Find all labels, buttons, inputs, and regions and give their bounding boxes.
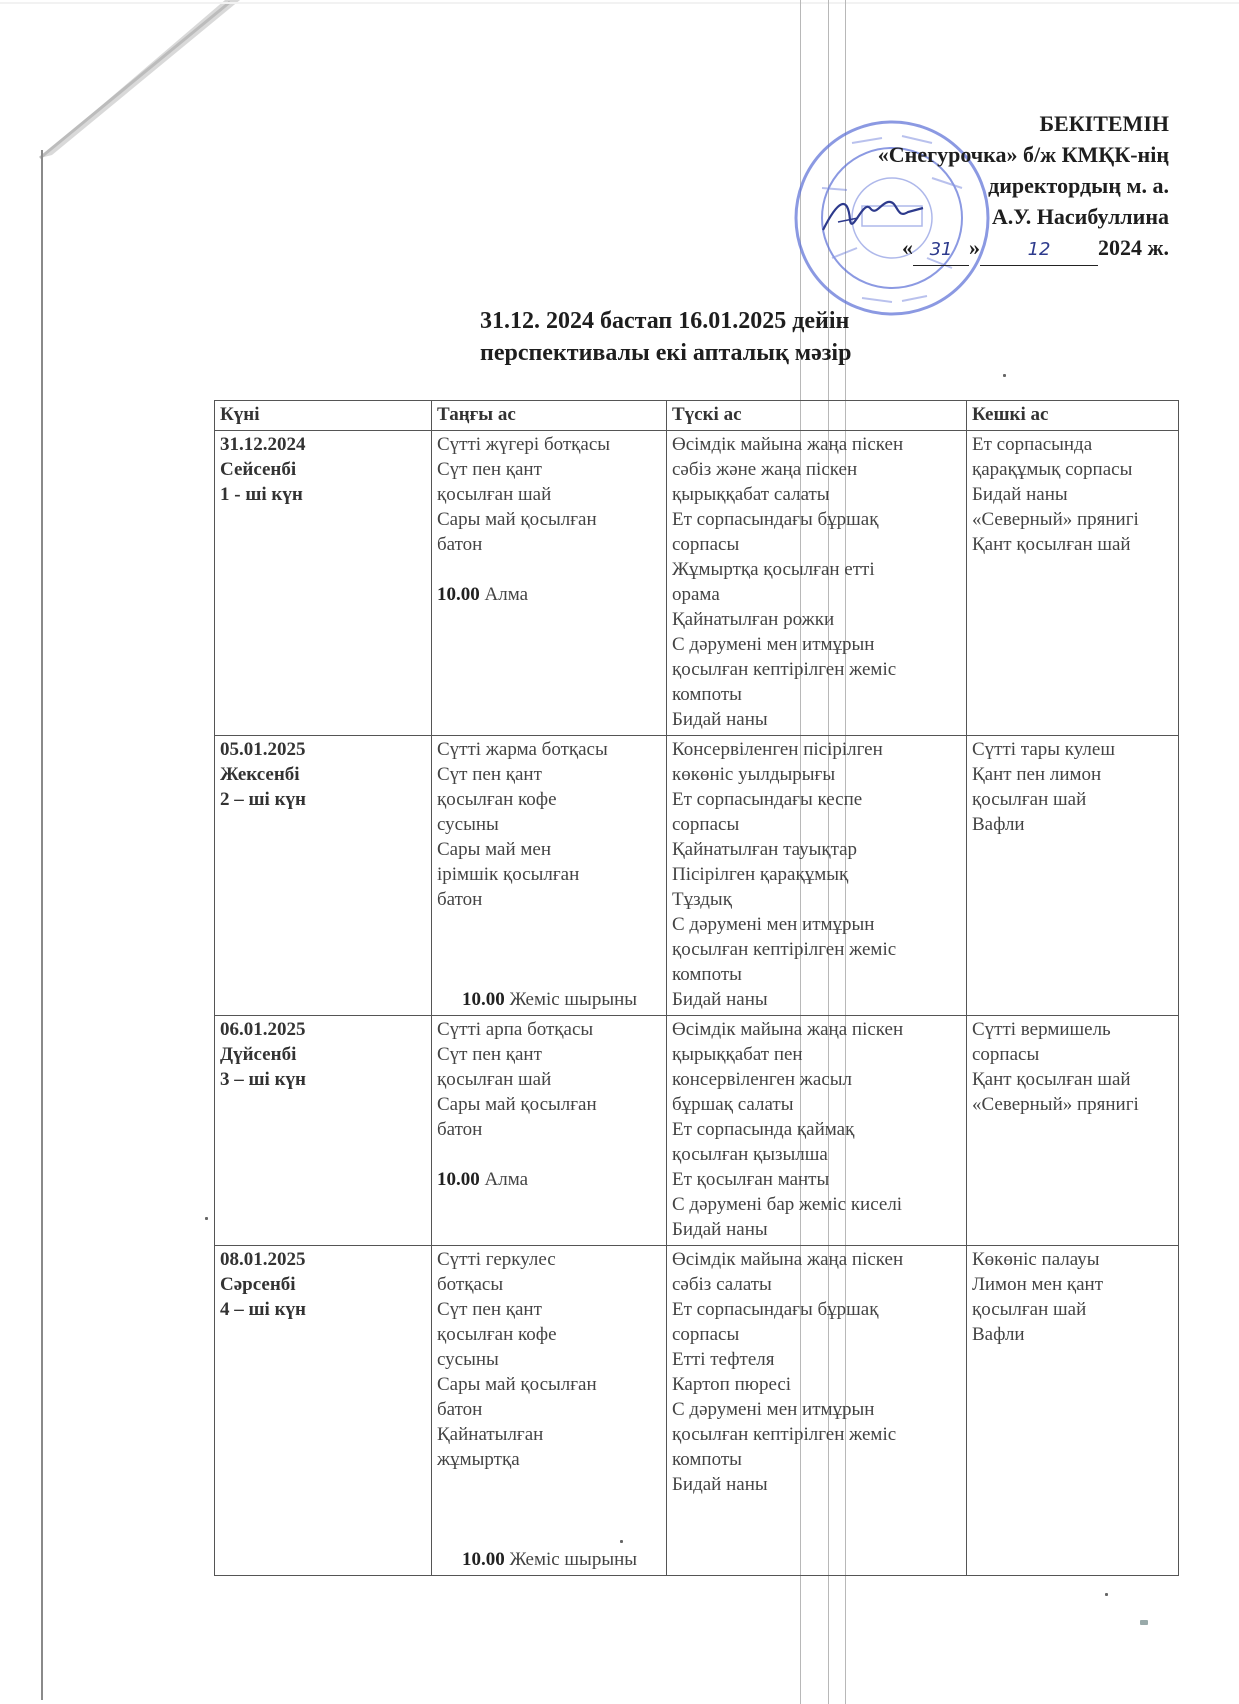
date-month: 12	[980, 234, 1098, 266]
breakfast-item: жұмыртқа	[437, 1449, 520, 1470]
snack-item: Алма	[484, 584, 529, 605]
day-daynum: 3 – ші күн	[220, 1069, 306, 1090]
breakfast-item: Сүтті арпа ботқасы	[437, 1019, 594, 1040]
lunch-item: Қайнатылған рожки	[672, 609, 835, 630]
lunch-item: С дәрумені мен итмұрын	[672, 1399, 875, 1420]
day-date: 06.01.2025	[220, 1019, 306, 1040]
lunch-item: компоты	[672, 964, 742, 985]
document-title	[480, 305, 851, 369]
breakfast-item: Сары май қосылған	[437, 1094, 597, 1115]
breakfast-cell	[432, 736, 667, 1016]
breakfast-item: Сүтті жарма ботқасы	[437, 739, 608, 760]
breakfast-item: сусыны	[437, 814, 499, 835]
breakfast-item: Сүт пен қант	[437, 459, 542, 480]
lunch-item: Етті тефтеля	[672, 1349, 775, 1370]
breakfast-item: қосылған шай	[437, 484, 552, 505]
day-daynum: 1 - ші күн	[220, 484, 303, 505]
lunch-item: қосылған кептірілген жеміс	[672, 1424, 897, 1445]
dinner-item: Бидай наны	[972, 484, 1068, 505]
day-daynum: 2 – ші күн	[220, 789, 306, 810]
day-daynum: 4 – ші күн	[220, 1299, 306, 1320]
snack-line	[437, 1167, 662, 1192]
lunch-cell	[667, 1246, 967, 1576]
menu-table	[214, 400, 1179, 1576]
lunch-item: Ет сорпасындағы бұршақ	[672, 1299, 879, 1320]
approval-org: «Снегурочка» б/ж КМҚК-нің	[877, 142, 1169, 167]
day-date: 05.01.2025	[220, 739, 306, 760]
dinner-item: сорпасы	[972, 1044, 1040, 1065]
lunch-item: Ет қосылған манты	[672, 1169, 830, 1190]
lunch-item: Өсімдік майына жаңа піскен	[672, 1019, 904, 1040]
breakfast-item: Сүт пен қант	[437, 764, 542, 785]
lunch-item: сорпасы	[672, 1324, 740, 1345]
date-close-quote: »	[969, 235, 981, 260]
dinner-item: қарақұмық сорпасы	[972, 459, 1133, 480]
breakfast-item: қосылған шай	[437, 1069, 552, 1090]
dinner-cell	[967, 1246, 1179, 1576]
header-breakfast: Таңғы ас	[432, 401, 667, 431]
dinner-cell	[967, 736, 1179, 1016]
lunch-item: Бидай наны	[672, 1474, 768, 1495]
scan-speck	[1003, 374, 1006, 377]
scan-speck	[1105, 1593, 1108, 1596]
breakfast-cell	[432, 1016, 667, 1246]
day-date: 31.12.2024	[220, 434, 306, 455]
dinner-item: Қант пен лимон	[972, 764, 1102, 785]
lunch-item: қосылған кептірілген жеміс	[672, 939, 897, 960]
snack-item: Жеміс шырыны	[509, 1549, 638, 1570]
approval-position: директордың м. а.	[988, 173, 1169, 198]
day-date: 08.01.2025	[220, 1249, 306, 1270]
header-lunch: Түскі ас	[667, 401, 967, 431]
breakfast-item: Сүт пен қант	[437, 1044, 542, 1065]
day-weekday: Жексенбі	[220, 764, 300, 785]
lunch-item: С дәрумені бар жеміс киселі	[672, 1194, 903, 1215]
title-line-2: перспективалы екі апталық мәзір	[480, 340, 852, 366]
snack-line	[437, 1547, 662, 1572]
approval-date	[878, 232, 1169, 266]
lunch-item: бұршақ салаты	[672, 1094, 794, 1115]
lunch-item: Бидай наны	[672, 1219, 768, 1240]
snack-time: 10.00	[461, 1549, 505, 1570]
title-line-1: 31.12. 2024 бастап 16.01.2025 дейін	[480, 308, 850, 334]
lunch-item: сорпасы	[672, 814, 740, 835]
snack-line	[437, 987, 662, 1012]
lunch-item: Ет сорпасындағы бұршақ	[672, 509, 879, 530]
dinner-item: қосылған шай	[972, 789, 1087, 810]
snack-time: 10.00	[437, 1169, 480, 1190]
header-dinner: Кешкі ас	[967, 401, 1179, 431]
breakfast-item: батон	[437, 889, 483, 910]
dinner-item: Вафли	[972, 814, 1025, 835]
lunch-item: Тұздық	[672, 889, 732, 910]
breakfast-item: Сары май мен	[437, 839, 551, 860]
breakfast-item: батон	[437, 534, 483, 555]
day-weekday: Дүйсенбі	[220, 1044, 297, 1065]
lunch-item: қосылған кептірілген жеміс	[672, 659, 897, 680]
lunch-item: қырыққабат пен	[672, 1044, 803, 1065]
snack-time: 10.00	[461, 989, 505, 1010]
snack-line	[437, 582, 662, 607]
table-header-row	[215, 401, 1179, 431]
approval-name: А.У. Насибуллина	[991, 204, 1169, 229]
lunch-item: консервіленген жасыл	[672, 1069, 852, 1090]
dinner-item: Көкөніс палауы	[972, 1249, 1100, 1270]
lunch-item: Бидай наны	[672, 989, 768, 1010]
scan-speck	[1140, 1620, 1148, 1625]
dinner-item: Лимон мен қант	[972, 1274, 1104, 1295]
table-row	[215, 1246, 1179, 1576]
lunch-item: С дәрумені мен итмұрын	[672, 634, 875, 655]
scan-speck	[620, 1540, 623, 1543]
dinner-item: Сүтті вермишель	[972, 1019, 1111, 1040]
breakfast-item: батон	[437, 1119, 483, 1140]
day-weekday: Сейсенбі	[220, 459, 297, 480]
lunch-item: С дәрумені мен итмұрын	[672, 914, 875, 935]
breakfast-item: Сүтті жүгері ботқасы	[437, 434, 611, 455]
breakfast-item: қосылған кофе	[437, 789, 557, 810]
dinner-item: Сүтті тары кулеш	[972, 739, 1115, 760]
dinner-item: «Северный» прянигі	[972, 509, 1139, 530]
day-cell	[215, 1246, 432, 1576]
header-day: Күні	[215, 401, 432, 431]
lunch-item: Ет сорпасында қаймақ	[672, 1119, 855, 1140]
day-cell	[215, 736, 432, 1016]
lunch-item: Бидай наны	[672, 709, 768, 730]
breakfast-item: Сары май қосылған	[437, 509, 597, 530]
dinner-item: Қант қосылған шай	[972, 534, 1131, 555]
snack-item: Жеміс шырыны	[509, 989, 638, 1010]
approval-block	[878, 108, 1169, 266]
table-row	[215, 431, 1179, 736]
dinner-cell	[967, 431, 1179, 736]
lunch-item: Пісірілген қарақұмық	[672, 864, 849, 885]
breakfast-cell	[432, 431, 667, 736]
lunch-item: қосылған қызылша	[672, 1144, 828, 1165]
dinner-item: Ет сорпасында	[972, 434, 1093, 455]
snack-item: Алма	[484, 1169, 529, 1190]
lunch-cell	[667, 1016, 967, 1246]
breakfast-cell	[432, 1246, 667, 1576]
lunch-item: сәбіз және жаңа піскен	[672, 459, 858, 480]
lunch-cell	[667, 736, 967, 1016]
lunch-item: орама	[672, 584, 720, 605]
breakfast-item: Сүтті геркулес	[437, 1249, 556, 1270]
lunch-item: Өсімдік майына жаңа піскен	[672, 434, 904, 455]
snack-time: 10.00	[437, 584, 480, 605]
day-cell	[215, 431, 432, 736]
dinner-item: «Северный» прянигі	[972, 1094, 1139, 1115]
lunch-item: Өсімдік майына жаңа піскен	[672, 1249, 904, 1270]
dinner-item: қосылған шай	[972, 1299, 1087, 1320]
day-weekday: Сәрсенбі	[220, 1274, 296, 1295]
lunch-item: қырыққабат салаты	[672, 484, 830, 505]
lunch-item: Консервіленген пісірілген	[672, 739, 883, 760]
breakfast-item: қосылған кофе	[437, 1324, 557, 1345]
lunch-item: сорпасы	[672, 534, 740, 555]
breakfast-item: Қайнатылған	[437, 1424, 544, 1445]
breakfast-item: Сары май қосылған	[437, 1374, 597, 1395]
date-year: 2024 ж.	[1098, 235, 1169, 260]
dinner-cell	[967, 1016, 1179, 1246]
breakfast-item: ірімшік қосылған	[437, 864, 580, 885]
table-row	[215, 1016, 1179, 1246]
day-cell	[215, 1016, 432, 1246]
breakfast-item: сусыны	[437, 1349, 499, 1370]
lunch-item: сәбіз салаты	[672, 1274, 772, 1295]
breakfast-item: батон	[437, 1399, 483, 1420]
breakfast-item: ботқасы	[437, 1274, 504, 1295]
lunch-item: Жұмыртқа қосылған етті	[672, 559, 875, 580]
lunch-item: компоты	[672, 1449, 742, 1470]
table-row	[215, 736, 1179, 1016]
breakfast-item: Сүт пен қант	[437, 1299, 542, 1320]
date-day: 31	[913, 234, 969, 266]
date-open-quote: «	[902, 235, 914, 260]
lunch-item: Картоп пюресі	[672, 1374, 792, 1395]
dinner-item: Қант қосылған шай	[972, 1069, 1131, 1090]
lunch-item: Қайнатылған тауықтар	[672, 839, 858, 860]
dinner-item: Вафли	[972, 1324, 1025, 1345]
lunch-item: көкөніс уылдырығы	[672, 764, 836, 785]
lunch-cell	[667, 431, 967, 736]
lunch-item: компоты	[672, 684, 742, 705]
lunch-item: Ет сорпасындағы кеспе	[672, 789, 863, 810]
approval-heading: БЕКІТЕМІН	[1039, 111, 1169, 136]
scan-speck	[205, 1217, 208, 1220]
